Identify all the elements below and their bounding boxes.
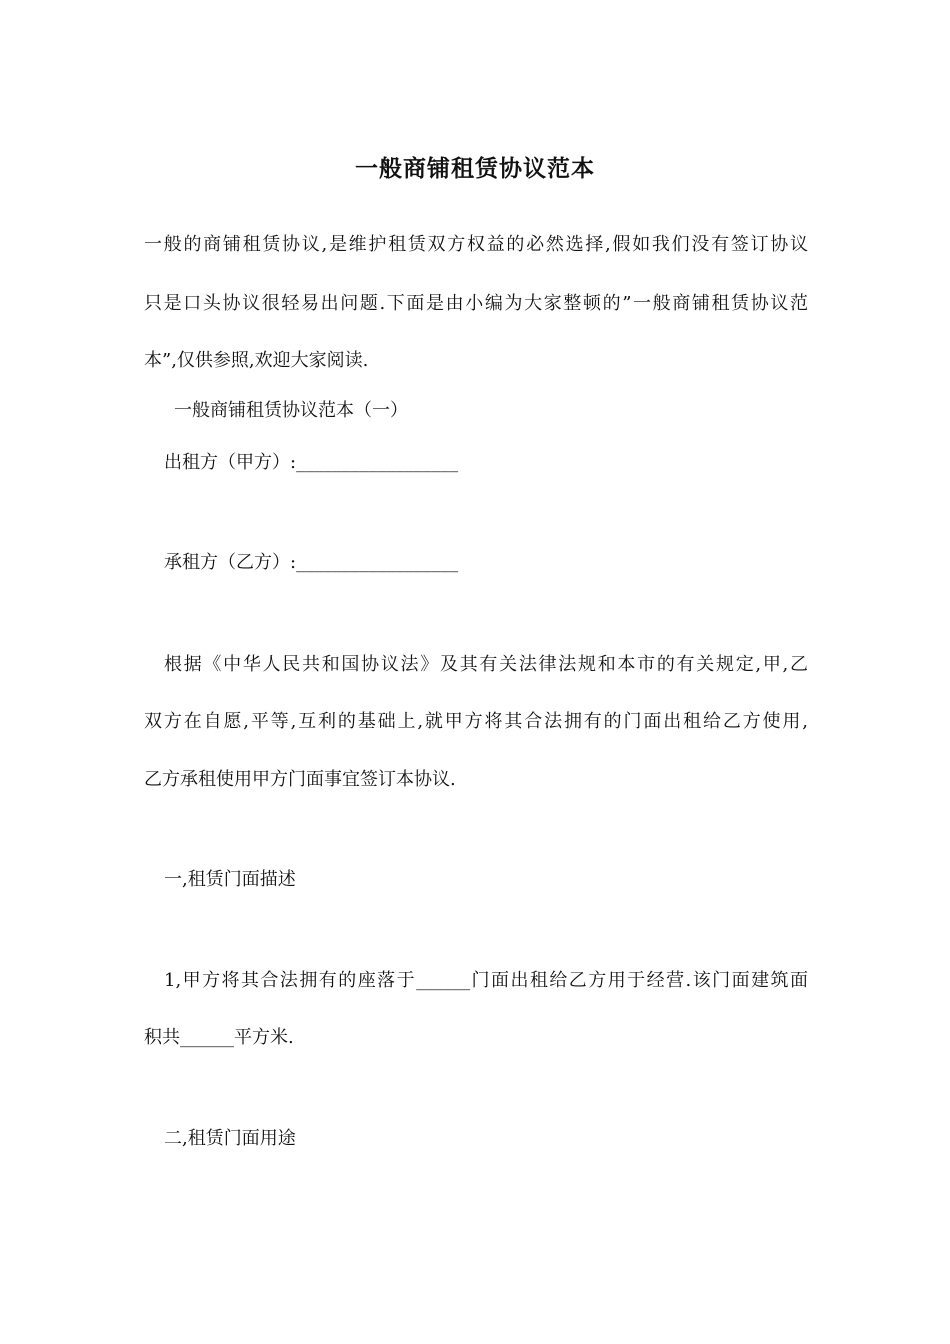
clause1-item1-line-2: 积共______平方米. <box>144 1027 294 1048</box>
clause1-heading: 一,租赁门面描述 <box>164 869 296 890</box>
clause2-heading: 二,租赁门面用途 <box>164 1128 296 1149</box>
intro-line-1: 一般的商铺租赁协议,是维护租赁双方权益的必然选择,假如我们没有签订协议 <box>144 234 808 255</box>
section-heading: 一般商铺租赁协议范本（一） <box>174 400 408 421</box>
document-title: 一般商铺租赁协议范本 <box>355 155 595 182</box>
preamble-line-3: 乙方承租使用甲方门面事宜签订本协议. <box>144 769 456 790</box>
intro-line-3: 本”,仅供参照,欢迎大家阅读. <box>144 350 369 371</box>
intro-line-2: 只是口头协议很轻易出问题.下面是由小编为大家整顿的”一般商铺租赁协议范 <box>144 293 808 314</box>
clause1-item1-line-1: 1,甲方将其合法拥有的座落于______门面出租给乙方用于经营.该门面建筑面 <box>164 970 808 991</box>
lessee-line: 承租方（乙方）:__________________ <box>164 552 459 573</box>
preamble-line-1: 根据《中华人民共和国协议法》及其有关法律法规和本市的有关规定,甲,乙 <box>164 654 808 675</box>
preamble-line-2: 双方在自愿,平等,互利的基础上,就甲方将其合法拥有的门面出租给乙方使用, <box>144 711 808 732</box>
lessor-line: 出租方（甲方）:__________________ <box>164 452 459 473</box>
